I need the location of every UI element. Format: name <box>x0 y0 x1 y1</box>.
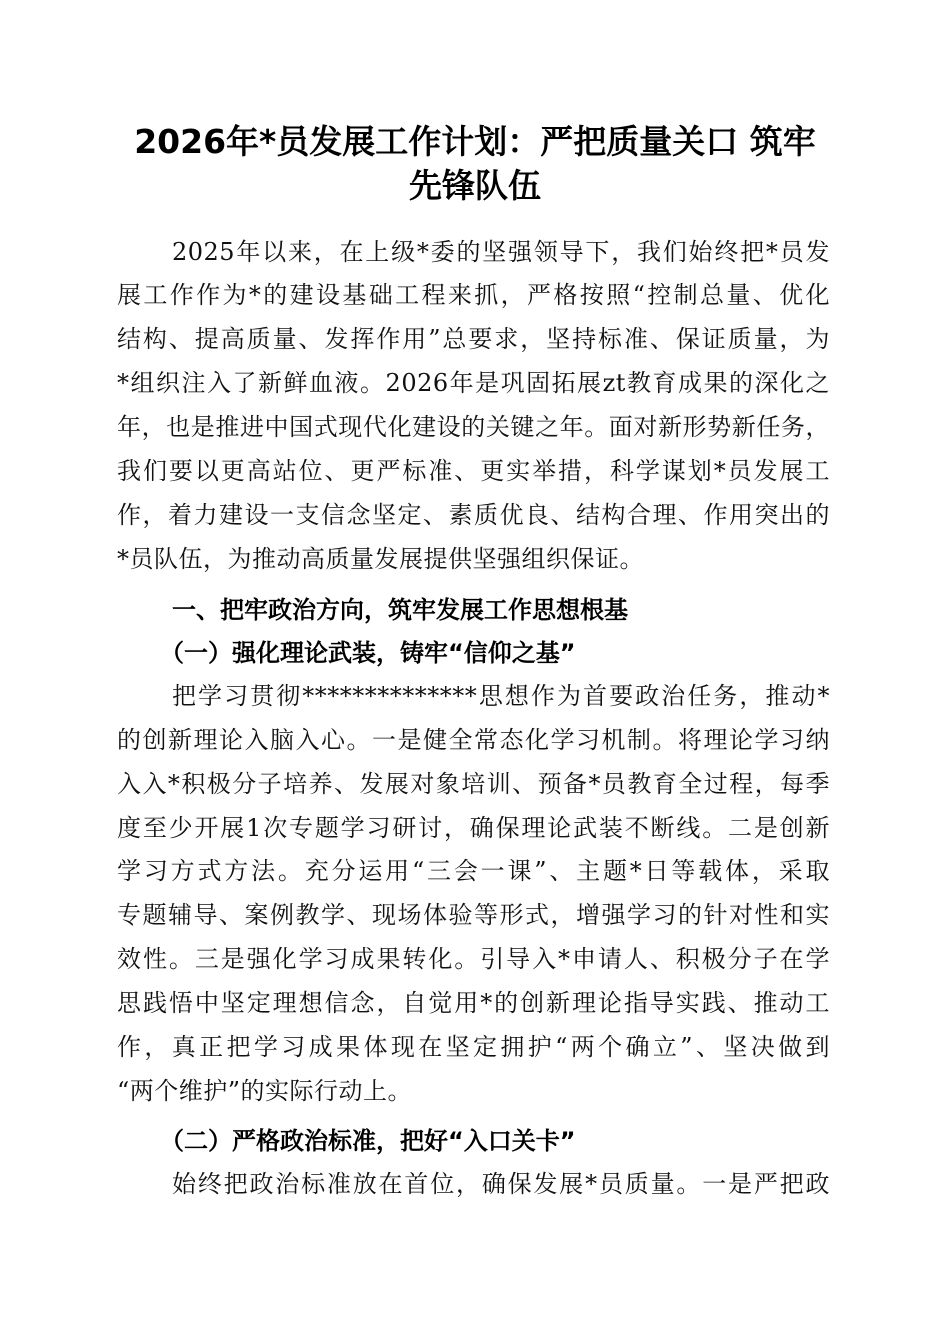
document-title-line-1: 2026年*员发展工作计划：严把质量关口 筑牢 <box>134 122 816 161</box>
document-title-line-2: 先锋队伍 <box>409 166 541 205</box>
paragraph-line: 作，真正把学习成果体现在坚定拥护“两个确立”、坚决做到 <box>117 1033 830 1061</box>
paragraph-line: 思践悟中坚定理想信念，自觉用*的创新理论指导实践、推动工 <box>117 989 830 1017</box>
intro-line: *组织注入了新鲜血液。2026年是巩固拓展zt教育成果的深化之 <box>117 369 830 397</box>
intro-line: 结构、提高质量、发挥作用”总要求，坚持标准、保证质量，为 <box>117 325 830 353</box>
paragraph-line: 入入*积极分子培养、发展对象培训、预备*员教育全过程，每季 <box>117 770 830 798</box>
paragraph-line: 把学习贯彻**************思想作为首要政治任务，推动* <box>172 682 830 710</box>
paragraph-line: 的创新理论入脑入心。一是健全常态化学习机制。将理论学习纳 <box>117 726 830 754</box>
subsection-1-heading: （一）强化理论武装，铸牢“信仰之基” <box>160 639 576 667</box>
intro-line: 作，着力建设一支信念坚定、素质优良、结构合理、作用突出的 <box>117 501 830 529</box>
intro-line: 2025年以来，在上级*委的坚强领导下，我们始终把*员发 <box>172 238 830 266</box>
paragraph-line: 度至少开展1次专题学习研讨，确保理论武装不断线。二是创新 <box>117 814 830 842</box>
intro-line: 我们要以更高站位、更严标准、更实举措，科学谋划*员发展工 <box>117 457 830 485</box>
section-1-heading: 一、把牢政治方向，筑牢发展工作思想根基 <box>172 596 628 624</box>
paragraph-line: “两个维护”的实际行动上。 <box>117 1077 413 1105</box>
paragraph-line: 学习方式方法。充分运用“三会一课”、主题*日等载体，采取 <box>117 857 830 885</box>
subsection-2-heading: （二）严格政治标准，把好“入口关卡” <box>160 1127 576 1155</box>
paragraph-line: 始终把政治标准放在首位，确保发展*员质量。一是严把政 <box>172 1170 830 1198</box>
intro-line: 展工作作为*的建设基础工程来抓，严格按照“控制总量、优化 <box>117 281 830 309</box>
intro-line: *员队伍，为推动高质量发展提供坚强组织保证。 <box>117 545 644 573</box>
intro-line: 年，也是推进中国式现代化建设的关键之年。面对新形势新任务， <box>117 413 830 441</box>
paragraph-line: 效性。三是强化学习成果转化。引导入*申请人、积极分子在学 <box>117 945 830 973</box>
paragraph-line: 专题辅导、案例教学、现场体验等形式，增强学习的针对性和实 <box>117 901 830 929</box>
